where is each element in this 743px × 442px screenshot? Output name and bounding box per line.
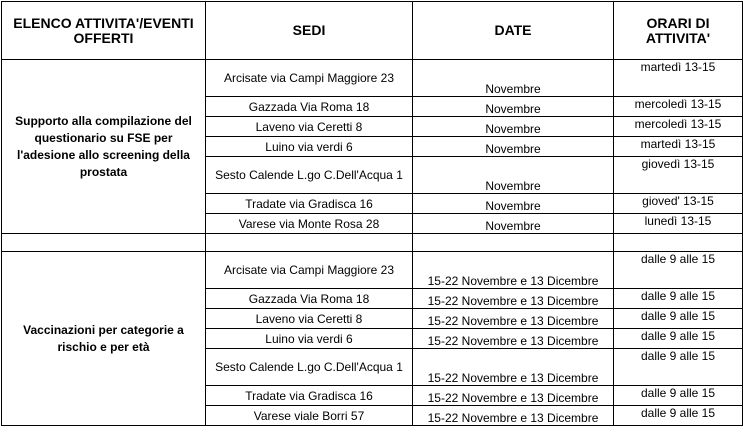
table-row [2, 252, 743, 289]
date-cell: Novembre [413, 117, 614, 137]
orario-cell: lunedì 13-15 [614, 214, 743, 234]
activities-table [1, 1, 743, 426]
orario-cell: mercoledì 13-15 [614, 97, 743, 117]
orario-cell: dalle 9 alle 15 [614, 289, 743, 309]
date-cell: Novembre [413, 214, 614, 234]
sede-cell: Gazzada Via Roma 18 [206, 97, 413, 117]
date-cell: 15-22 Novembre e 13 Dicembre [413, 289, 614, 309]
activity-cell: Supporto alla compilazione del questionario su FSE per l'adesione allo screening della prostata [2, 60, 206, 234]
sede-cell: Arcisate via Campi Maggiore 23 [206, 60, 413, 97]
spacer-row [2, 234, 743, 252]
table-row [2, 60, 743, 97]
orario-cell: dalle 9 alle 15 [614, 349, 743, 386]
empty-cell [206, 234, 413, 252]
sede-cell: Luino via verdi 6 [206, 329, 413, 349]
date-cell: Novembre [413, 194, 614, 214]
orario-cell: martedì 13-15 [614, 60, 743, 97]
orario-cell: dalle 9 alle 15 [614, 309, 743, 329]
orario-cell: mercoledì 13-15 [614, 117, 743, 137]
sede-cell: Luino via verdi 6 [206, 137, 413, 157]
sede-cell: Laveno via Ceretti 8 [206, 117, 413, 137]
sede-cell: Sesto Calende L.go C.Dell'Acqua 1 [206, 157, 413, 194]
header-date: DATE [413, 2, 614, 60]
date-cell: 15-22 Novembre e 13 Dicembre [413, 309, 614, 329]
orario-cell: gioved' 13-15 [614, 194, 743, 214]
date-cell: 15-22 Novembre e 13 Dicembre [413, 252, 614, 289]
sede-cell: Gazzada Via Roma 18 [206, 289, 413, 309]
header-row [2, 2, 743, 60]
sede-cell: Sesto Calende L.go C.Dell'Acqua 1 [206, 349, 413, 386]
header-sedi: SEDI [206, 2, 413, 60]
date-cell: 15-22 Novembre e 13 Dicembre [413, 386, 614, 406]
orario-cell: dalle 9 alle 15 [614, 406, 743, 426]
date-cell: 15-22 Novembre e 13 Dicembre [413, 349, 614, 386]
sede-cell: Laveno via Ceretti 8 [206, 309, 413, 329]
sede-cell: Varese via Monte Rosa 28 [206, 214, 413, 234]
sede-cell: Varese viale Borri 57 [206, 406, 413, 426]
date-cell: Novembre [413, 60, 614, 97]
orario-cell: martedì 13-15 [614, 137, 743, 157]
sede-cell: Arcisate via Campi Maggiore 23 [206, 252, 413, 289]
empty-cell [413, 234, 614, 252]
empty-cell [2, 234, 206, 252]
sede-cell: Tradate via Gradisca 16 [206, 386, 413, 406]
date-cell: Novembre [413, 137, 614, 157]
orario-cell: dalle 9 alle 15 [614, 386, 743, 406]
orario-cell: dalle 9 alle 15 [614, 329, 743, 349]
header-orari: ORARI DI ATTIVITA' [614, 2, 743, 60]
date-cell: 15-22 Novembre e 13 Dicembre [413, 406, 614, 426]
orario-cell: dalle 9 alle 15 [614, 252, 743, 289]
date-cell: 15-22 Novembre e 13 Dicembre [413, 329, 614, 349]
date-cell: Novembre [413, 97, 614, 117]
sede-cell: Tradate via Gradisca 16 [206, 194, 413, 214]
header-activity: ELENCO ATTIVITA'/EVENTI OFFERTI [2, 2, 206, 60]
date-cell: Novembre [413, 157, 614, 194]
empty-cell [614, 234, 743, 252]
orario-cell: giovedì 13-15 [614, 157, 743, 194]
activity-cell: Vaccinazioni per categorie a rischio e per età [2, 252, 206, 426]
